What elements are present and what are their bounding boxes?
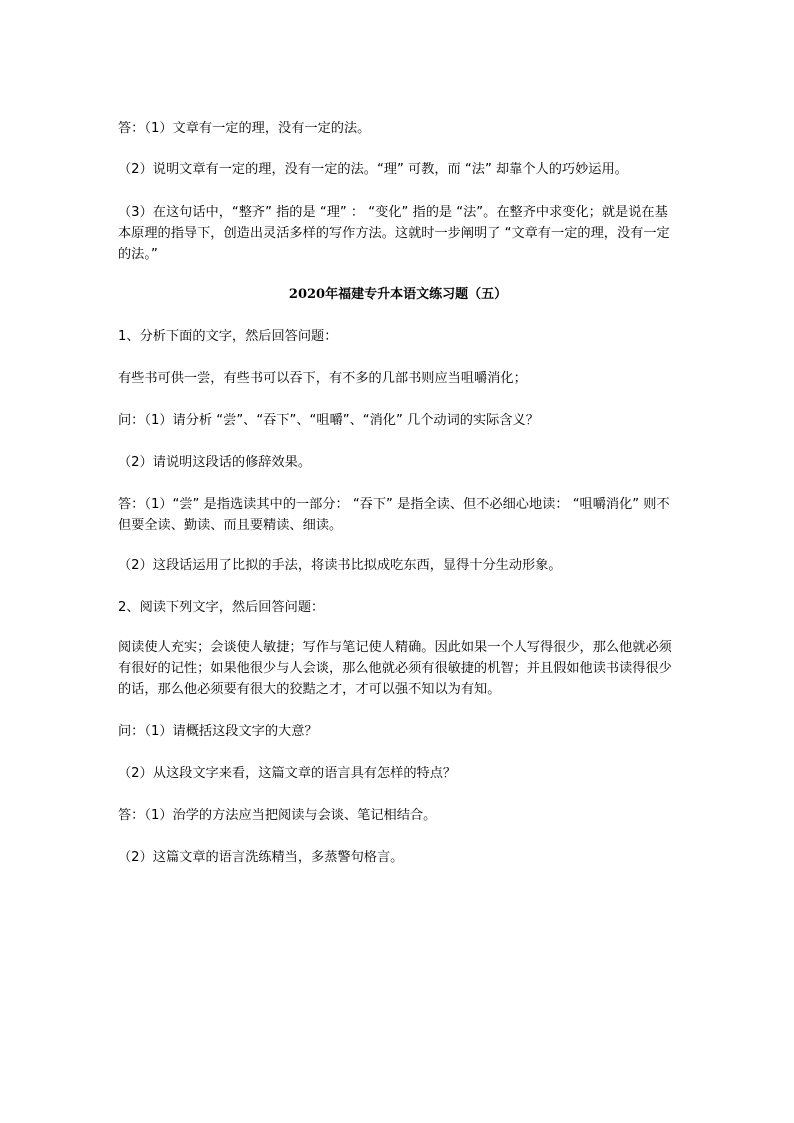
q1-question-2: （2）请说明这段话的修辞效果。: [118, 455, 312, 470]
q1-answer-1: 答：（1）“尝” 是指选读其中的一部分： “吞下” 是指全读、但不必细心地读： “咀嚼消化” 则不但要全读、勤读、而且要精读、细读。: [118, 497, 670, 533]
section1-answer-3: （3）在这句话中，“整齐” 指的是 “理” ： “变化” 指的是 “法”。在整齐中求变化；就是说在基本原理的指导下，创造出灵活多样的写作方法。这就时一步阐明了 “文章有一定的理，没有一定的法。”: [118, 205, 670, 262]
q1-answer-2: （2）这段话运用了比拟的手法，将读书比拟成吃东西，显得十分生动形象。: [118, 558, 562, 573]
q2-answer-2: （2）这篇文章的语言洗练精当，多蒸警句格言。: [118, 850, 404, 865]
q2-prompt: 2、阅读下列文字，然后回答问题：: [118, 600, 325, 615]
q2-question-2: （2）从这段文字来看，这篇文章的语言具有怎样的特点？: [118, 766, 457, 781]
q2-answer-1: 答：（1）治学的方法应当把阅读与会谈、笔记相结合。: [118, 808, 437, 823]
q1-prompt: 1、分析下面的文字，然后回答问题：: [118, 329, 338, 344]
q1-question-1: 问：（1）请分析 “尝”、“吞下”、“咀嚼”、“消化” 几个动词的实际含义？: [118, 413, 539, 428]
exercise-title: 2020年福建专升本语文练习题（五）: [288, 287, 508, 302]
q1-passage: 有些书可供一尝，有些书可以吞下，有不多的几部书则应当咀嚼消化；: [118, 371, 527, 386]
q2-passage: 阅读使人充实；会谈使人敏捷；写作与笔记使人精确。因此如果一个人写得很少，那么他就必须有很好的记性；如果他很少与人会谈，那么他就必须有很敏捷的机智；并且假如他读书读得很少的话，那么他必须要有很大的狡黠之才，才可以强不知以为有知。: [118, 640, 672, 697]
q2-question-1: 问：（1）请概括这段文字的大意？: [118, 724, 318, 739]
section1-answer-2: （2）说明文章有一定的理，没有一定的法。“理” 可教，而 “法” 却靠个人的巧妙运用。: [118, 162, 628, 177]
section1-answer-1: 答：（1）文章有一定的理，没有一定的法。: [118, 121, 371, 136]
